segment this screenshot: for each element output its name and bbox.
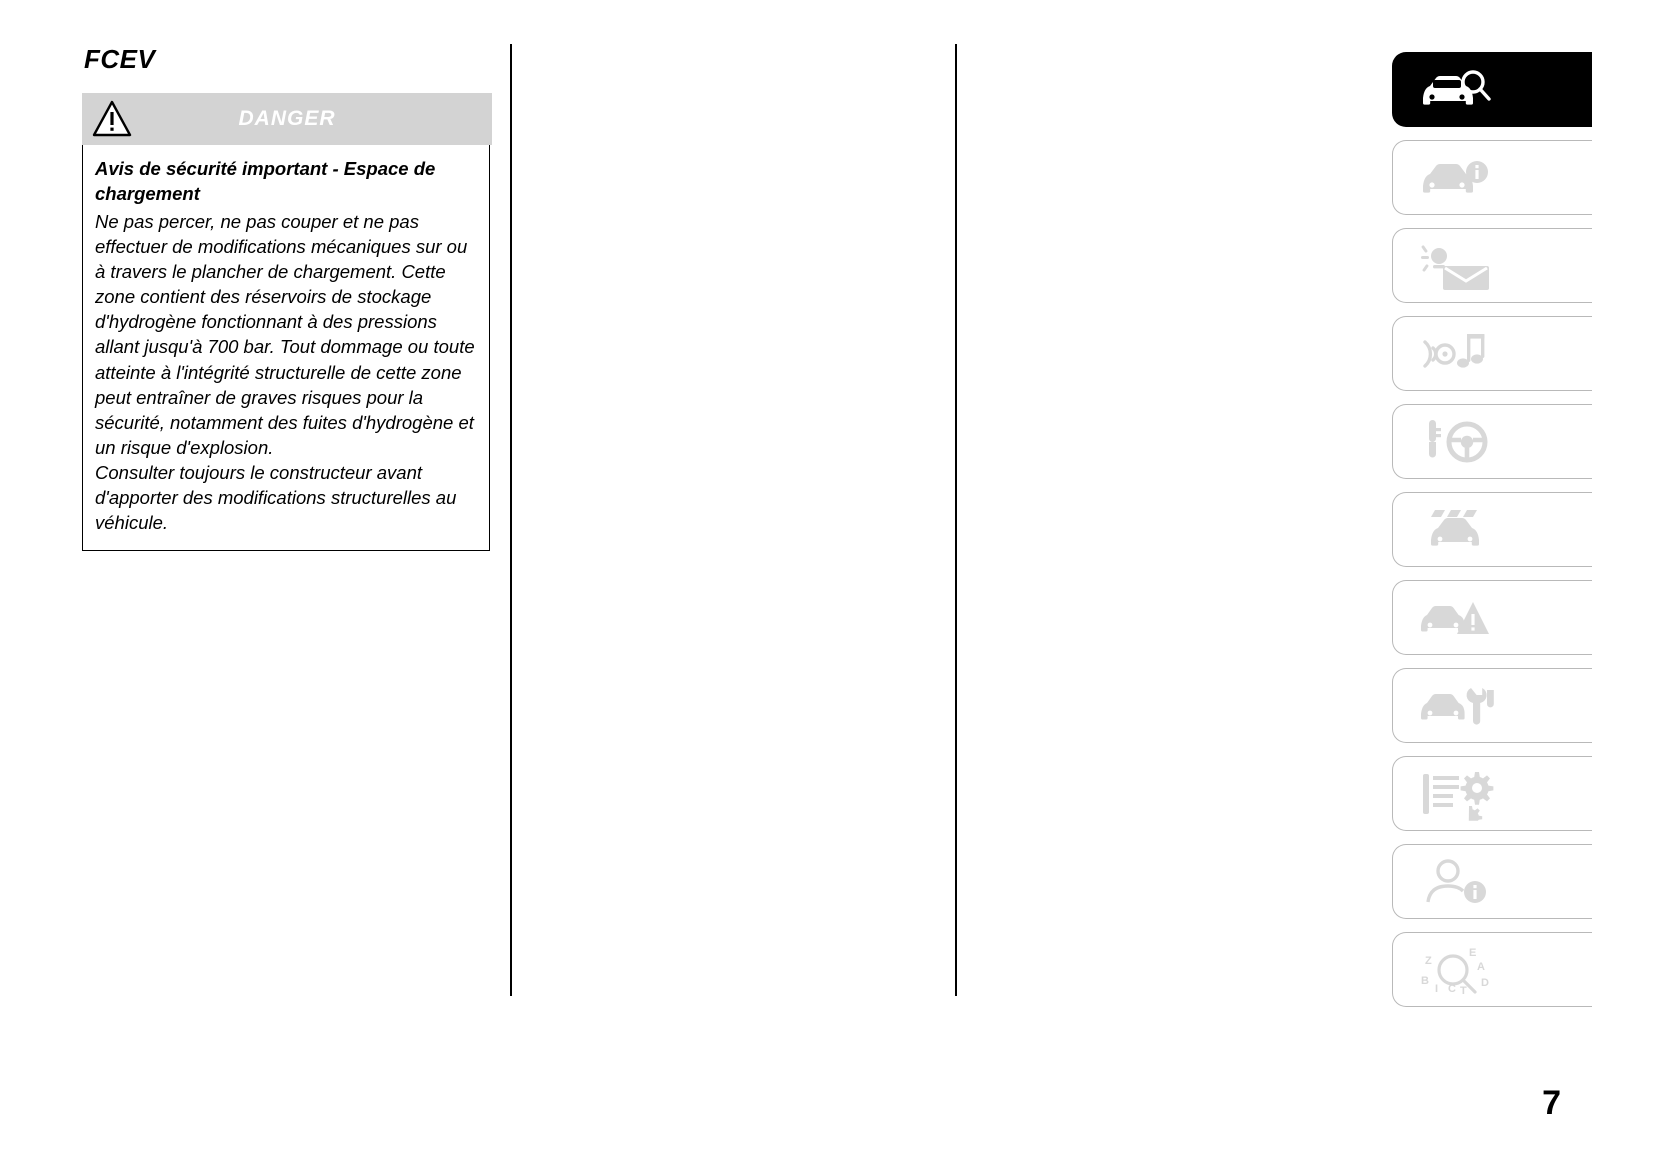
- svg-text:Z: Z: [1425, 954, 1432, 967]
- danger-heading: Avis de sécurité important - Espace de chargement: [95, 158, 436, 204]
- car-info-icon: [1415, 150, 1495, 206]
- page-title: FCEV: [84, 44, 156, 74]
- svg-text:B: B: [1421, 974, 1429, 987]
- maintenance-care-icon: [1415, 678, 1495, 734]
- car-inspection-icon: [1415, 62, 1495, 118]
- tab-maintenance-care[interactable]: [1392, 668, 1592, 743]
- driver-assistance-icon: [1415, 502, 1495, 558]
- warning-lights-messages-icon: [1415, 238, 1495, 294]
- tab-multimedia[interactable]: [1392, 316, 1592, 391]
- tab-starting-driving[interactable]: [1392, 404, 1592, 479]
- svg-text:T: T: [1460, 984, 1467, 997]
- tab-car-info[interactable]: [1392, 140, 1592, 215]
- tab-car-inspection[interactable]: [1392, 52, 1592, 127]
- danger-label: DANGER: [238, 107, 336, 130]
- svg-text:I: I: [1435, 982, 1439, 995]
- svg-text:E: E: [1469, 946, 1477, 959]
- tab-emergency[interactable]: [1392, 580, 1592, 655]
- tab-warning-lights-messages[interactable]: [1392, 228, 1592, 303]
- warning-triangle-icon: [92, 99, 132, 139]
- alphabetical-index-icon: [1415, 942, 1495, 998]
- starting-driving-icon: [1415, 414, 1495, 470]
- danger-text-box: [82, 145, 490, 551]
- danger-paragraph-2: Consulter toujours le constructeur avant d'apporter des modifications structurelles au véhicule.: [95, 462, 457, 534]
- left-column: [82, 44, 494, 551]
- section-tab-rail: [1392, 52, 1592, 1020]
- svg-text:A: A: [1477, 960, 1485, 973]
- svg-text:D: D: [1481, 976, 1489, 989]
- emergency-icon: [1415, 590, 1495, 646]
- customer-assistance-icon: [1415, 854, 1495, 910]
- danger-paragraph-1: Ne pas percer, ne pas couper et ne pas effectuer de modifications mécaniques sur ou à travers le plancher de chargement. Cette zone contient des réservoirs de stockage d'hydrogène fonctionnant à des pressions allant jusqu'à 700 bar. Tout dommage ou toute atteinte à l'intégrité structurelle de cette zone peut entraîner de graves risques pour la sécurité, notamment des fuites d'hydrogène et un risque d'explosion.: [95, 210, 475, 458]
- tab-technical-specifications[interactable]: [1392, 756, 1592, 831]
- column-divider-right: [955, 44, 957, 996]
- svg-text:C: C: [1448, 982, 1456, 995]
- multimedia-icon: [1415, 326, 1495, 382]
- tab-customer-assistance[interactable]: [1392, 844, 1592, 919]
- danger-banner: [82, 93, 492, 145]
- technical-specifications-icon: [1415, 766, 1495, 822]
- page-number: 7: [1542, 1084, 1561, 1122]
- tab-alphabetical-index[interactable]: [1392, 932, 1592, 1007]
- tab-driver-assistance[interactable]: [1392, 492, 1592, 567]
- column-divider-left: [510, 44, 512, 996]
